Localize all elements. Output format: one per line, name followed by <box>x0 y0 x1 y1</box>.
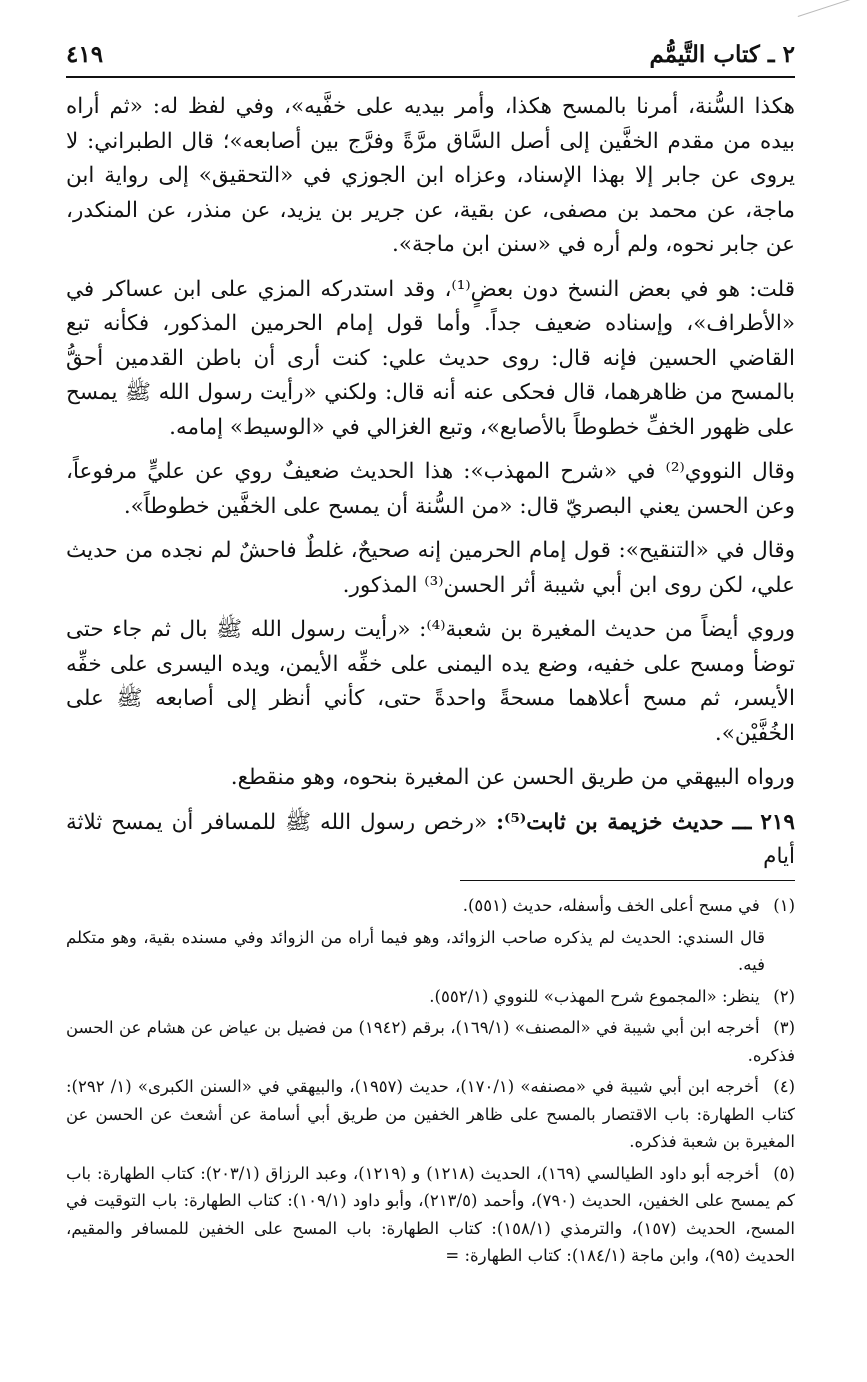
scan-corner-mark <box>798 0 865 46</box>
footnote-2-mark: (٢) <box>773 986 795 1006</box>
footnotes <box>66 892 795 1274</box>
paragraph-2: قلت: هو في بعض النسخ دون بعضٍ⁽¹⁾، وقد استدركه المزي على ابن عساكر في «الأطراف»، وإسناده ضعيف جداً. وأما قول إمام الحرمين المذكور، فكأنه تبع القاضي الحسين فإنه قال: روى حديث علي: كنت أرى أن باطن القدمين أحقُّ بالمسح من ظاهرهما، قال فحكى عنه أنه قال: ولكني «رأيت رسول الله ﷺ يمسح على ظهور الخفِّ خطوطاً بالأصابع»، وتبع الغزالي في «الوسيط» إمامه. <box>66 276 796 440</box>
paragraph-3: وقال النووي⁽²⁾ في «شرح المهذب»: هذا الحديث ضعيفٌ روي عن عليٍّ مرفوعاً، وعن الحسن يعني البصريّ قال: «من السُّنة أن يمسح على الخفَّين خطوطاً». <box>66 459 795 519</box>
hadith-text: «رخص رسول الله ﷺ للمسافر أن يمسح ثلاثة أيام <box>66 809 795 869</box>
footnote-2 <box>66 983 795 1011</box>
header-rule <box>66 76 795 78</box>
main-text <box>66 90 795 885</box>
paragraph-5: وروي أيضاً من حديث المغيرة بن شعبة⁽⁴⁾: «رأيت رسول الله ﷺ بال ثم جاء حتى توضأ ومسح على خفيه، وضع يده اليمنى على خفِّه الأيمن، ويده اليسرى على خفِّه الأيسر، ثم مسح أعلاهما مسحةً واحدةً حتى، كأني أنظر إلى أصابعه ﷺ على الخُفَّيْن». <box>66 617 795 746</box>
page-number: ٤١٩ <box>66 40 104 68</box>
footnote-separator <box>460 880 795 881</box>
footnote-5-text: أخرجه أبو داود الطيالسي (١٦٩)، الحديث (١٢١٨) و (١٢١٩)، وعبد الرزاق (٢٠٣/١): كتاب الطهارة: باب كم يمسح على الخفين، الحديث (٧٩٠)، وأحمد (٢١٣/٥)، وأبو داود (١٠٩/١): كتاب الطهارة: باب التوقيت في المسح، الحديث (١٥٧)، والترمذي (١٥٨/١): كتاب الطهارة: باب المسح على الخفين للمسافر والمقيم، الحديث (٩٥)، وابن ماجة (١٨٤/١): كتاب الطهارة: = <box>66 1163 795 1265</box>
paragraph-6: ورواه البيهقي من طريق الحسن عن المغيرة بنحوه، وهو منقطع. <box>230 765 795 790</box>
footnote-1-mark: (١) <box>773 896 795 915</box>
footnote-4-text: أخرجه ابن أبي شيبة في «مصنفه» (١٧٠/١)، حديث (١٩٥٧)، والبيهقي في «السنن الكبرى» (١/ ٢٩٢): كتاب الطهارة: باب الاقتصار بالمسح على ظاهر الخفين من طريق أبي أسامة عن أشعث عن الحسن عن المغيرة بن شعبة فذكره. <box>66 1077 795 1151</box>
hadith-heading <box>66 806 795 875</box>
footnote-3 <box>66 1014 795 1069</box>
footnote-1 <box>66 892 795 920</box>
footnote-3-mark: (٣) <box>773 1018 796 1037</box>
hadith-title: حديث خزيمة بن ثابت⁽⁵⁾: <box>496 809 724 835</box>
footnote-1-text: في مسح أعلى الخف وأسفله، حديث (٥٥١). <box>462 896 760 915</box>
paragraph-1: هكذا السُّنة، أمرنا بالمسح هكذا، وأمر بيديه على خفَّيه»، وفي لفظ له: «ثم أراه بيده من مقدم الخفَّين إلى أصل السَّاق مرَّةً وفرَّج بين أصابعه»؛ قال الطبراني: لا يروى عن جابر إلا بهذا الإسناد، وعزاه ابن الجوزي في «التحقيق» إلى رواية ابن ماجة، عن محمد بن مصفى، عن بقية، عن جرير بن يزيد، عن منذر، عن المنكدر، عن جابر نحوه، ولم أره في «سنن ابن ماجة». <box>66 94 795 257</box>
chapter-title: ٢ ـ كتاب التَّيمُّم <box>649 40 795 68</box>
page-header <box>66 34 795 74</box>
footnote-5 <box>66 1160 795 1270</box>
paragraph-4: وقال في «التنقيح»: قول إمام الحرمين إنه صحيحٌ، غلطٌ فاحشٌ لم نجده من حديث علي، لكن روى ابن أبي شيبة أثر الحسن⁽³⁾ المذكور. <box>66 538 795 598</box>
footnote-1-continuation: قال السندي: الحديث لم يذكره صاحب الزوائد، وهو فيما أراه من الزوائد وفي مسنده بقية، وهو متكلم فيه. <box>66 927 765 974</box>
hadith-number: ٢١٩ <box>760 809 795 835</box>
footnote-5-mark: (٥) <box>773 1163 795 1183</box>
hadith-dash: ـــ <box>732 809 752 835</box>
footnote-3-text: أخرجه ابن أبي شيبة في «المصنف» (١٦٩/١)، برقم (١٩٤٢) من فضيل بن عياض عن هشام عن الحسن فذكره. <box>66 1018 795 1065</box>
footnote-2-text: ينظر: «المجموع شرح المهذب» للنووي (٥٥٢/١). <box>429 986 760 1006</box>
footnote-4-mark: (٤) <box>773 1077 795 1096</box>
footnote-4 <box>66 1073 795 1156</box>
